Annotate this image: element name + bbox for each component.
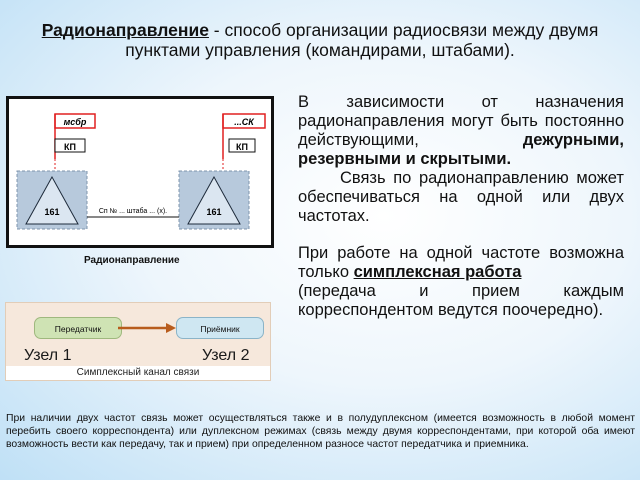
transmitter-box: Передатчик [34, 317, 122, 339]
right-unit-label: ...СК [234, 117, 254, 127]
right-post-label: КП [236, 142, 248, 152]
title-definition: - способ организации радиосвязи между двумя пунктами управления (командирами, штабами). [125, 20, 599, 60]
purpose-types: дежурными, резервными и скрытыми. [298, 131, 624, 168]
single-frequency-paragraph [298, 244, 624, 282]
simplex-channel-diagram [5, 302, 271, 381]
frequency-paragraph: Связь по радионаправлению может обеспечиваться на одной или двух частотах. [298, 169, 624, 225]
left-station-number: 161 [44, 207, 60, 217]
right-station-number: 161 [206, 207, 222, 217]
radio-direction-diagram [6, 96, 274, 248]
receiver-box: Приёмник [176, 317, 264, 339]
node-2-label: Узел 2 [202, 347, 250, 364]
single-frequency-text: При работе на одной частоте возможна только [298, 244, 624, 281]
duplex-note: При наличии двух частот связь может осуществляться также и в полудуплексном (имеется возможность в любой момент перебить своего корреспондента) или дуплексном режимах (связь между двумя корреспондентами, при которой оба имеют возможность вести как передачу, так и прием) при определенном разносе частот передатчика и приемника. [6, 413, 635, 450]
left-unit-label: мсбр [63, 117, 87, 127]
radio-link-label: Сп № ... штаба ... (х). [98, 208, 168, 215]
signal-arrow-icon [118, 321, 178, 335]
purpose-text: В зависимости от назначения радионаправления могут быть постоянно действующими, [298, 93, 624, 149]
purpose-paragraph [298, 93, 624, 169]
right-text-column [298, 93, 624, 320]
simplex-explanation: (передача и прием каждым корреспондентом ведутся поочередно). [298, 282, 624, 319]
simplex-term: симплексная работа [353, 263, 522, 281]
title-term: Радионаправление [41, 20, 209, 40]
radio-direction-figure [9, 99, 271, 245]
slide-title [6, 20, 634, 60]
node-1-label: Узел 1 [24, 347, 72, 364]
radio-direction-caption: Радионаправление [84, 255, 180, 266]
simplex-channel-caption: Симплексный канал связи [6, 366, 270, 380]
left-post-label: КП [64, 142, 76, 152]
